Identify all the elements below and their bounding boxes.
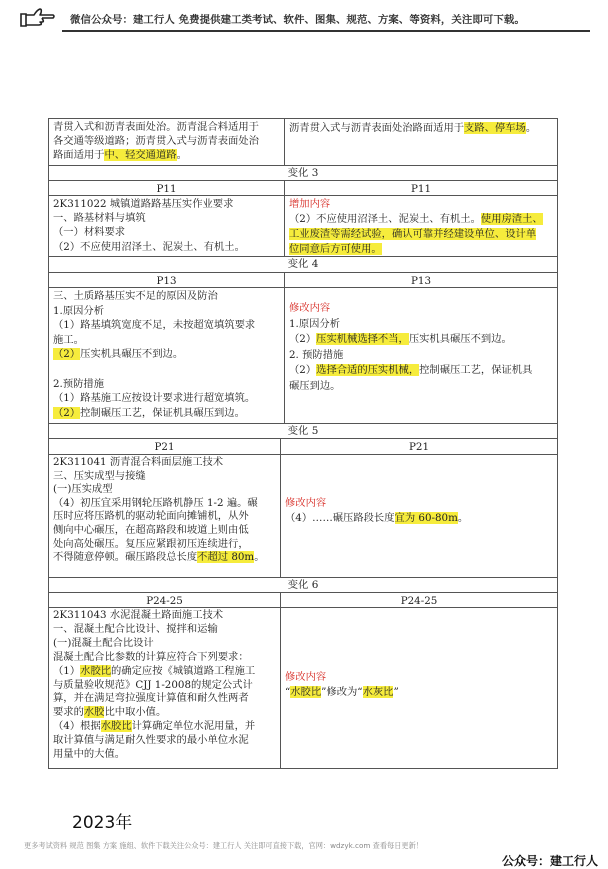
- highlight: （2）: [53, 406, 81, 419]
- highlight: 中、轻交通道路: [104, 149, 177, 162]
- footer-brand: 公众号：建工行人: [501, 854, 598, 868]
- text-line: 算，并在满足弯拉强度计算值和耐久性两者: [53, 692, 249, 705]
- text-line: 侧向中心碾压，在超高路段和坡道上则由低: [53, 523, 249, 536]
- highlight: 不超过 80m: [197, 551, 255, 564]
- text-line: 1.原因分析: [53, 304, 105, 317]
- text-line: 各交通等级道路；沥青贯入式与沥青表面处治: [53, 135, 259, 148]
- highlight: 支路、停车场: [464, 122, 526, 134]
- spacer: [289, 289, 553, 301]
- text-line: (一)压实成型: [53, 483, 113, 496]
- text-line: 三、压实成型与接缝: [53, 469, 146, 482]
- change4-page-left: P13: [48, 272, 285, 288]
- change6-page-left: P24-25: [48, 592, 281, 608]
- modified-content-label: 修改内容: [285, 497, 327, 509]
- modified-content-label: 修改内容: [285, 671, 327, 683]
- text-line: 2.预防措施: [53, 377, 105, 390]
- text-line: 用量中的大值。: [53, 748, 126, 761]
- text-line: [289, 227, 553, 242]
- change5-right-cell: [280, 454, 558, 578]
- header-banner: [18, 6, 590, 32]
- change3-left-cell: [48, 195, 285, 257]
- text-line: （2）选择合适的压实机械，控制碾压工艺，保证机具: [289, 364, 533, 376]
- change4-right-cell: [284, 287, 558, 424]
- text-line: （1）水胶比的确定应按《城镇道路工程施工: [53, 664, 256, 677]
- text-line: （2）压实机具碾压不到边。: [53, 348, 184, 361]
- text-line: （一）材料要求: [53, 226, 126, 239]
- highlight: 水胶比: [100, 720, 132, 733]
- text-line: 处向高处碾压。复压应紧跟初压连续进行，: [53, 537, 249, 550]
- text-line: 沥青贯入式与沥青表面处治路面适用于支路、停车场。: [289, 122, 537, 134]
- spacer: [285, 609, 553, 670]
- year-label: 2023年: [72, 813, 133, 833]
- text-line: 不得随意停顿。碾压路段总长度不超过 80m。: [53, 551, 265, 564]
- block0-left-cell: [48, 118, 285, 166]
- pointing-hand-icon: [18, 6, 56, 30]
- highlight: 位同意后方可使用。: [289, 243, 382, 255]
- change6-left-cell: [48, 607, 281, 769]
- change3-title: 变化 3: [48, 165, 558, 181]
- text-line: 1.原因分析: [289, 317, 341, 330]
- text-line: （2）控制碾压工艺，保证机具碾压到边。: [53, 406, 245, 419]
- text-line: 混凝土配合比参数的计算应符合下列要求：: [53, 650, 249, 663]
- spacer: [53, 362, 280, 377]
- change6-page-right: P24-25: [280, 592, 558, 608]
- highlight: 水胶比: [290, 686, 322, 698]
- text-line: （4）初压宜采用钢轮压路机静压 1-2 遍。碾: [53, 496, 258, 509]
- text-line: 青贯入式和沥青表面处治。沥青混合料适用于: [53, 121, 259, 133]
- text-line: [289, 242, 553, 257]
- text-line: （2）不应使用沼泽土、泥炭土、有机土。: [53, 240, 245, 253]
- change5-title: 变化 5: [48, 423, 558, 439]
- text-line: 2. 预防措施: [289, 348, 344, 361]
- change5-left-cell: [48, 454, 281, 578]
- text-line: 路面适用于中、轻交通道路。: [53, 149, 187, 162]
- highlight: 水胶比: [80, 664, 112, 677]
- text-line: （4）……碾压路段长度宜为 60-80m。: [285, 512, 469, 524]
- highlight: 压实机械选择不当，: [316, 333, 409, 345]
- change6-title: 变化 6: [48, 577, 558, 593]
- highlight: 工业废渣等需经试验，确认可靠并经建设单位、设计单: [289, 228, 537, 240]
- highlight: 选择合适的压实机械，: [316, 364, 420, 376]
- change6-right-cell: [280, 607, 558, 769]
- text-line: 2K311041 沥青混合料面层施工技术: [53, 456, 224, 468]
- text-line: 一、路基材料与填筑: [53, 212, 146, 225]
- text-line: 2K311043 水泥混凝土路面施工技术: [53, 609, 224, 621]
- text-line: （1）路基填筑宽度不足，未按超宽填筑要求: [53, 319, 256, 332]
- text-line: （1）路基施工应按设计要求进行超宽填筑。: [53, 392, 256, 405]
- block0-right-cell: [284, 118, 558, 166]
- text-line: （2）不应使用沼泽土、泥炭土、有机土。使用房渣土、: [289, 213, 543, 225]
- change4-left-cell: [48, 287, 285, 424]
- modified-content-label: 修改内容: [289, 302, 331, 314]
- text-line: 取计算值与满足耐久性要求的最小单位水泥: [53, 734, 249, 747]
- highlight: 水灰比: [362, 686, 394, 698]
- text-line: “水胶比”修改为“水灰比”: [285, 686, 399, 698]
- text-line: （2）压实机械选择不当，压实机具碾压不到边。: [289, 333, 512, 345]
- text-line: 施工。: [53, 333, 84, 346]
- header-rule: [62, 30, 590, 32]
- text-line: 2K311022 城镇道路路基压实作业要求: [53, 198, 234, 210]
- text-line: 压时应将压路机的驱动轮面向摊铺机，从外: [53, 510, 249, 523]
- highlight: 宜为 60-80m: [394, 512, 458, 524]
- text-line: 碾压到边。: [289, 379, 341, 392]
- added-content-label: 增加内容: [289, 198, 331, 210]
- change3-right-cell: [284, 195, 558, 257]
- header-text: 微信公众号：建工行人 免费提供建工类考试、软件、图集、规范、方案、等资料，关注即可下载。: [70, 14, 525, 26]
- change4-title: 变化 4: [48, 256, 558, 273]
- highlight: 使用房渣土、: [480, 213, 543, 225]
- highlight: 水胶: [83, 706, 105, 719]
- change4-page-right: P13: [284, 272, 558, 288]
- change3-page-right: P11: [284, 180, 558, 196]
- footer-note: 更多考试资料 规范 图集 方案 施组、软件下载关注公众号：建工行人 关注即可直接下载，官网：wdzyk.com 查看每日更新！: [24, 841, 423, 850]
- highlight: （2）: [53, 348, 81, 361]
- change3-page-left: P11: [48, 180, 285, 196]
- text-line: （4）根据水胶比计算确定单位水泥用量，并: [53, 720, 256, 733]
- text-line: 与质量验收规范》CJJ 1-2008的规定公式计: [53, 678, 253, 691]
- text-line: 要求的水胶比中取小值。: [53, 706, 167, 719]
- text-line: (一)混凝土配合比设计: [53, 636, 154, 649]
- text-line: 一、混凝土配合比设计、搅拌和运输: [53, 622, 218, 635]
- change5-page-right: P21: [280, 438, 558, 455]
- spacer: [285, 456, 553, 496]
- text-line: 三、土质路基压实不足的原因及防治: [53, 290, 218, 302]
- change5-page-left: P21: [48, 438, 281, 455]
